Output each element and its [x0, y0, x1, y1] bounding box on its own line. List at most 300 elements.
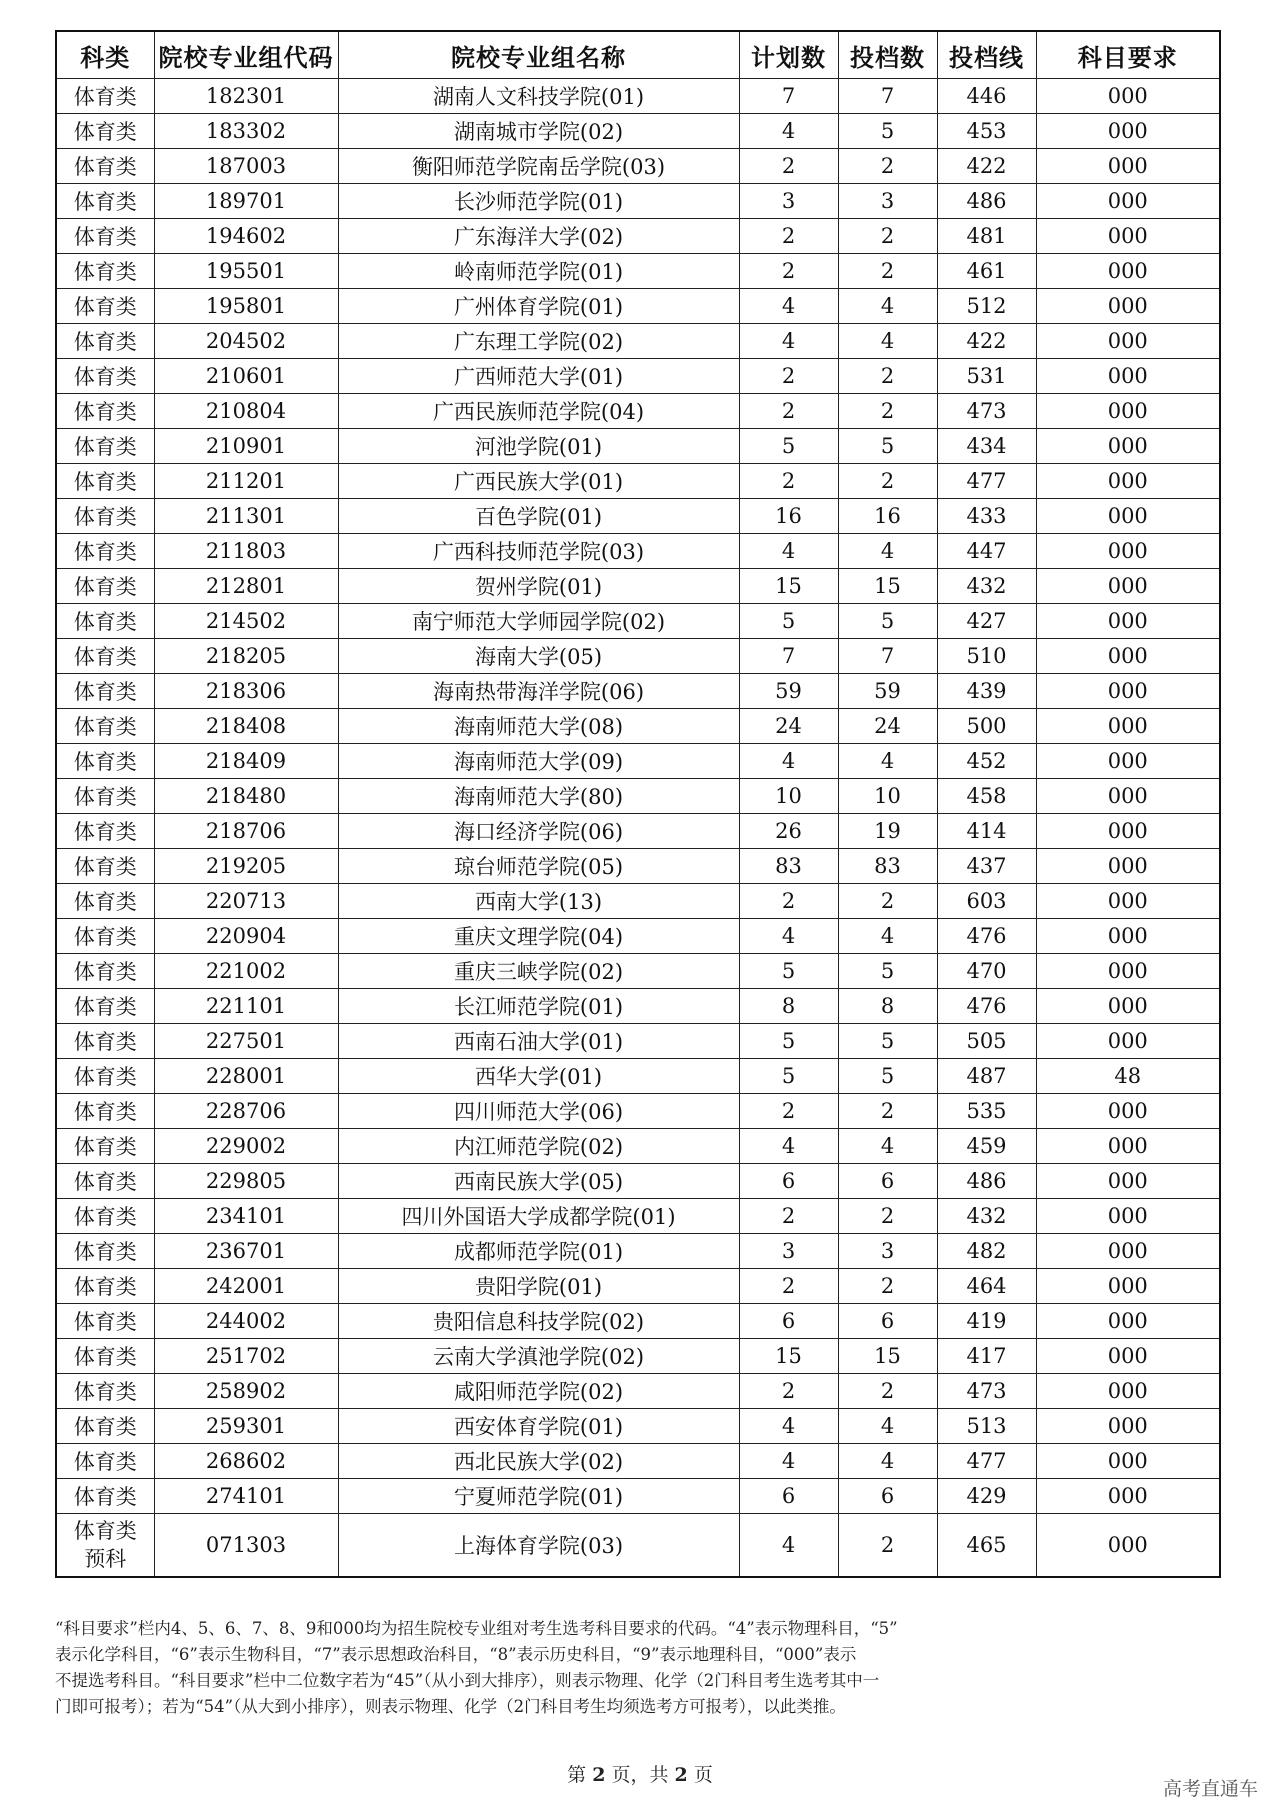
- table-row: [56, 499, 1220, 534]
- cell-group-name: 海南师范大学(80): [338, 779, 739, 814]
- cell-admitted-count: 5: [838, 114, 937, 149]
- cell-group-code: 228001: [154, 1059, 338, 1094]
- cell-group-name: 广西师范大学(01): [338, 359, 739, 394]
- cell-group-code: 210601: [154, 359, 338, 394]
- table-row: [56, 954, 1220, 989]
- cell-cutoff-score: 427: [937, 604, 1036, 639]
- cell-plan-count: 4: [739, 1129, 838, 1164]
- cell-plan-count: 15: [739, 569, 838, 604]
- cell-category: 体育类: [56, 394, 154, 429]
- cell-group-name: 重庆文理学院(04): [338, 919, 739, 954]
- cell-group-name: 广东理工学院(02): [338, 324, 739, 359]
- cell-subject-requirement: 000: [1036, 1409, 1220, 1444]
- cell-subject-requirement: 48: [1036, 1059, 1220, 1094]
- watermark: 高考直通车: [1162, 1778, 1258, 1800]
- cell-admitted-count: 5: [838, 604, 937, 639]
- cell-category: 体育类: [56, 1059, 154, 1094]
- cell-group-code: 210901: [154, 429, 338, 464]
- cell-cutoff-score: 487: [937, 1059, 1036, 1094]
- cell-group-name: 广东海洋大学(02): [338, 219, 739, 254]
- cell-cutoff-score: 429: [937, 1479, 1036, 1514]
- cell-group-name: 贵阳信息科技学院(02): [338, 1304, 739, 1339]
- cell-plan-count: 4: [739, 1514, 838, 1578]
- cell-group-name: 上海体育学院(03): [338, 1514, 739, 1578]
- cell-cutoff-score: 434: [937, 429, 1036, 464]
- cell-plan-count: 2: [739, 219, 838, 254]
- cell-group-code: 194602: [154, 219, 338, 254]
- cell-category: 体育类: [56, 674, 154, 709]
- header-plan-count: 计划数: [739, 31, 838, 79]
- cell-admitted-count: 2: [838, 1269, 937, 1304]
- cell-group-code: 227501: [154, 1024, 338, 1059]
- cell-category: 体育类: [56, 1094, 154, 1129]
- cell-plan-count: 2: [739, 1374, 838, 1409]
- cell-group-code: 229805: [154, 1164, 338, 1199]
- page-middle: 页，共: [605, 1764, 675, 1786]
- cell-category: 体育类: [56, 569, 154, 604]
- cell-group-code: 221002: [154, 954, 338, 989]
- cell-plan-count: 5: [739, 429, 838, 464]
- cell-subject-requirement: 000: [1036, 1514, 1220, 1578]
- cell-admitted-count: 6: [838, 1164, 937, 1199]
- cell-group-name: 海南大学(05): [338, 639, 739, 674]
- cell-cutoff-score: 452: [937, 744, 1036, 779]
- table-row: [56, 1479, 1220, 1514]
- cell-category-line1: 体育类: [73, 1519, 137, 1543]
- cell-admitted-count: 6: [838, 1479, 937, 1514]
- table-row: [56, 289, 1220, 324]
- cell-group-code: 189701: [154, 184, 338, 219]
- cell-group-name: 重庆三峡学院(02): [338, 954, 739, 989]
- cell-group-name: 咸阳师范学院(02): [338, 1374, 739, 1409]
- cell-plan-count: 59: [739, 674, 838, 709]
- cell-cutoff-score: 433: [937, 499, 1036, 534]
- cell-cutoff-score: 419: [937, 1304, 1036, 1339]
- cell-cutoff-score: 453: [937, 114, 1036, 149]
- cell-admitted-count: 2: [838, 1199, 937, 1234]
- header-group-name: 院校专业组名称: [338, 31, 739, 79]
- cell-admitted-count: 4: [838, 919, 937, 954]
- cell-subject-requirement: 000: [1036, 779, 1220, 814]
- cell-group-name: 贵阳学院(01): [338, 1269, 739, 1304]
- cell-category: 体育类: [56, 429, 154, 464]
- cell-plan-count: 4: [739, 744, 838, 779]
- table-row: [56, 114, 1220, 149]
- cell-plan-count: 4: [739, 1409, 838, 1444]
- cell-admitted-count: 5: [838, 954, 937, 989]
- cell-group-code: 242001: [154, 1269, 338, 1304]
- cell-group-name: 内江师范学院(02): [338, 1129, 739, 1164]
- cell-group-code: 218306: [154, 674, 338, 709]
- cell-cutoff-score: 531: [937, 359, 1036, 394]
- cell-group-code: 212801: [154, 569, 338, 604]
- table-row: [56, 534, 1220, 569]
- cell-admitted-count: 2: [838, 359, 937, 394]
- cell-category: 体育类: [56, 289, 154, 324]
- cell-subject-requirement: 000: [1036, 1304, 1220, 1339]
- cell-admitted-count: 4: [838, 1444, 937, 1479]
- table-row: [56, 744, 1220, 779]
- cell-group-name: 西华大学(01): [338, 1059, 739, 1094]
- cell-cutoff-score: 510: [937, 639, 1036, 674]
- cell-subject-requirement: 000: [1036, 289, 1220, 324]
- cell-subject-requirement: 000: [1036, 954, 1220, 989]
- cell-subject-requirement: 000: [1036, 1479, 1220, 1514]
- cell-plan-count: 2: [739, 464, 838, 499]
- cell-plan-count: 6: [739, 1479, 838, 1514]
- cell-group-code: 211803: [154, 534, 338, 569]
- cell-group-code: 274101: [154, 1479, 338, 1514]
- cell-subject-requirement: 000: [1036, 1164, 1220, 1199]
- cell-admitted-count: 7: [838, 79, 937, 114]
- cell-subject-requirement: 000: [1036, 744, 1220, 779]
- cell-cutoff-score: 439: [937, 674, 1036, 709]
- table-row: [56, 884, 1220, 919]
- cell-plan-count: 3: [739, 184, 838, 219]
- cell-subject-requirement: 000: [1036, 114, 1220, 149]
- cell-group-code: 182301: [154, 79, 338, 114]
- cell-admitted-count: 15: [838, 1339, 937, 1374]
- cell-group-code: 220713: [154, 884, 338, 919]
- cell-group-code: 187003: [154, 149, 338, 184]
- cell-category: 体育类: [56, 989, 154, 1024]
- table-row: [56, 919, 1220, 954]
- cell-group-name: 百色学院(01): [338, 499, 739, 534]
- admission-table: [55, 30, 1221, 1578]
- cell-group-code: 258902: [154, 1374, 338, 1409]
- cell-plan-count: 2: [739, 394, 838, 429]
- table-row: [56, 1164, 1220, 1199]
- cell-group-name: 海南师范大学(08): [338, 709, 739, 744]
- cell-plan-count: 2: [739, 1199, 838, 1234]
- cell-admitted-count: 2: [838, 394, 937, 429]
- cell-group-code: 251702: [154, 1339, 338, 1374]
- table-row: [56, 254, 1220, 289]
- cell-category: 体育类: [56, 1269, 154, 1304]
- cell-group-name: 西北民族大学(02): [338, 1444, 739, 1479]
- cell-category: 体育类: [56, 219, 154, 254]
- cell-category: 体育类: [56, 1234, 154, 1269]
- table-row: [56, 324, 1220, 359]
- cell-cutoff-score: 481: [937, 219, 1036, 254]
- cell-category: 体育类: [56, 814, 154, 849]
- table-row: [56, 1409, 1220, 1444]
- table-row: [56, 1269, 1220, 1304]
- cell-group-name: 四川外国语大学成都学院(01): [338, 1199, 739, 1234]
- cell-group-name: 广西民族大学(01): [338, 464, 739, 499]
- cell-admitted-count: 59: [838, 674, 937, 709]
- cell-group-code: 244002: [154, 1304, 338, 1339]
- cell-plan-count: 26: [739, 814, 838, 849]
- cell-plan-count: 2: [739, 359, 838, 394]
- cell-plan-count: 83: [739, 849, 838, 884]
- cell-group-code: 236701: [154, 1234, 338, 1269]
- cell-subject-requirement: 000: [1036, 1444, 1220, 1479]
- cell-group-code: 214502: [154, 604, 338, 639]
- header-subject-requirement: 科目要求: [1036, 31, 1220, 79]
- cell-subject-requirement: 000: [1036, 1024, 1220, 1059]
- cell-plan-count: 4: [739, 114, 838, 149]
- cell-cutoff-score: 477: [937, 464, 1036, 499]
- header-admitted-count: 投档数: [838, 31, 937, 79]
- cell-subject-requirement: 000: [1036, 1269, 1220, 1304]
- cell-cutoff-score: 437: [937, 849, 1036, 884]
- cell-group-name: 湖南人文科技学院(01): [338, 79, 739, 114]
- cell-category: 体育类: [56, 149, 154, 184]
- cell-subject-requirement: 000: [1036, 709, 1220, 744]
- cell-category: 体育类: [56, 1164, 154, 1199]
- cell-admitted-count: 83: [838, 849, 937, 884]
- cell-category: 体育类: [56, 464, 154, 499]
- table-row: [56, 394, 1220, 429]
- table-row: [56, 79, 1220, 114]
- table-row: [56, 674, 1220, 709]
- cell-subject-requirement: 000: [1036, 429, 1220, 464]
- cell-admitted-count: 16: [838, 499, 937, 534]
- cell-subject-requirement: 000: [1036, 1094, 1220, 1129]
- cell-category: 体育类: [56, 1409, 154, 1444]
- cell-subject-requirement: 000: [1036, 534, 1220, 569]
- cell-admitted-count: 2: [838, 149, 937, 184]
- cell-admitted-count: 3: [838, 1234, 937, 1269]
- cell-category: 体育类: [56, 1479, 154, 1514]
- cell-admitted-count: 5: [838, 429, 937, 464]
- table-row: [56, 989, 1220, 1024]
- cell-plan-count: 8: [739, 989, 838, 1024]
- footnote: [55, 1616, 1225, 1720]
- cell-admitted-count: 4: [838, 324, 937, 359]
- cell-group-code: 234101: [154, 1199, 338, 1234]
- cell-admitted-count: 4: [838, 1129, 937, 1164]
- page-current: 2: [592, 1764, 606, 1786]
- cell-group-name: 湖南城市学院(02): [338, 114, 739, 149]
- cell-admitted-count: 4: [838, 289, 937, 324]
- cell-subject-requirement: 000: [1036, 359, 1220, 394]
- cell-admitted-count: 15: [838, 569, 937, 604]
- cell-plan-count: 5: [739, 954, 838, 989]
- cell-admitted-count: 4: [838, 1409, 937, 1444]
- cell-admitted-count: 2: [838, 1094, 937, 1129]
- footnote-line: 门即可报考）；若为“54”（从大到小排序），则表示物理、化学（2门科目考生均须选考方可报考），以此类推。: [55, 1697, 846, 1716]
- cell-plan-count: 5: [739, 604, 838, 639]
- cell-cutoff-score: 470: [937, 954, 1036, 989]
- cell-group-name: 西安体育学院(01): [338, 1409, 739, 1444]
- cell-subject-requirement: 000: [1036, 1339, 1220, 1374]
- cell-group-name: 岭南师范学院(01): [338, 254, 739, 289]
- cell-cutoff-score: 603: [937, 884, 1036, 919]
- cell-plan-count: 6: [739, 1164, 838, 1199]
- cell-group-code: 268602: [154, 1444, 338, 1479]
- cell-cutoff-score: 500: [937, 709, 1036, 744]
- cell-subject-requirement: 000: [1036, 919, 1220, 954]
- cell-subject-requirement: 000: [1036, 569, 1220, 604]
- cell-group-code: 195501: [154, 254, 338, 289]
- cell-subject-requirement: 000: [1036, 219, 1220, 254]
- cell-plan-count: 6: [739, 1304, 838, 1339]
- cell-cutoff-score: 461: [937, 254, 1036, 289]
- cell-cutoff-score: 535: [937, 1094, 1036, 1129]
- cell-cutoff-score: 476: [937, 989, 1036, 1024]
- cell-cutoff-score: 505: [937, 1024, 1036, 1059]
- cell-category: 体育类: [56, 639, 154, 674]
- cell-subject-requirement: 000: [1036, 184, 1220, 219]
- page-prefix: 第: [567, 1764, 593, 1786]
- cell-group-code: 229002: [154, 1129, 338, 1164]
- cell-admitted-count: 6: [838, 1304, 937, 1339]
- cell-group-name: 长江师范学院(01): [338, 989, 739, 1024]
- table-row: [56, 1304, 1220, 1339]
- table-row: [56, 1339, 1220, 1374]
- cell-group-code: 228706: [154, 1094, 338, 1129]
- cell-group-name: 河池学院(01): [338, 429, 739, 464]
- cell-subject-requirement: 000: [1036, 604, 1220, 639]
- cell-group-code: 218480: [154, 779, 338, 814]
- cell-category: 体育类: [56, 1129, 154, 1164]
- cell-subject-requirement: 000: [1036, 149, 1220, 184]
- cell-admitted-count: 4: [838, 534, 937, 569]
- cell-plan-count: 2: [739, 254, 838, 289]
- cell-group-name: 广西科技师范学院(03): [338, 534, 739, 569]
- cell-group-name: 宁夏师范学院(01): [338, 1479, 739, 1514]
- cell-plan-count: 2: [739, 1269, 838, 1304]
- table-row: [56, 814, 1220, 849]
- table-row: [56, 1374, 1220, 1409]
- cell-category-line2: 预科: [84, 1547, 127, 1571]
- cell-subject-requirement: 000: [1036, 639, 1220, 674]
- header-group-code: 院校专业组代码: [154, 31, 338, 79]
- table-row: [56, 149, 1220, 184]
- cell-category: 体育类: [56, 1304, 154, 1339]
- table-row: [56, 604, 1220, 639]
- cell-group-name: 海南师范大学(09): [338, 744, 739, 779]
- cell-group-name: 琼台师范学院(05): [338, 849, 739, 884]
- cell-subject-requirement: 000: [1036, 1199, 1220, 1234]
- cell-group-code: 218205: [154, 639, 338, 674]
- cell-category: 体育类: [56, 954, 154, 989]
- cell-group-code: 195801: [154, 289, 338, 324]
- cell-plan-count: 4: [739, 1444, 838, 1479]
- cell-cutoff-score: 473: [937, 1374, 1036, 1409]
- cell-subject-requirement: 000: [1036, 394, 1220, 429]
- cell-cutoff-score: 464: [937, 1269, 1036, 1304]
- cell-admitted-count: 5: [838, 1059, 937, 1094]
- cell-group-name: 云南大学滇池学院(02): [338, 1339, 739, 1374]
- cell-subject-requirement: 000: [1036, 814, 1220, 849]
- cell-cutoff-score: 486: [937, 184, 1036, 219]
- cell-category: 体育类: [56, 884, 154, 919]
- table-row: [56, 1199, 1220, 1234]
- cell-admitted-count: 24: [838, 709, 937, 744]
- cell-plan-count: 4: [739, 919, 838, 954]
- cell-plan-count: 4: [739, 324, 838, 359]
- cell-admitted-count: 8: [838, 989, 937, 1024]
- cell-category: 体育类: [56, 919, 154, 954]
- cell-admitted-count: 2: [838, 1374, 937, 1409]
- cell-admitted-count: 7: [838, 639, 937, 674]
- cell-cutoff-score: 513: [937, 1409, 1036, 1444]
- cell-subject-requirement: 000: [1036, 849, 1220, 884]
- footnote-line: 表示化学科目，“6”表示生物科目，“7”表示思想政治科目，“8”表示历史科目，“9”表示地理科目，“000”表示: [55, 1645, 857, 1664]
- cell-admitted-count: 10: [838, 779, 937, 814]
- cell-cutoff-score: 465: [937, 1514, 1036, 1578]
- cell-category: 体育类: [56, 114, 154, 149]
- cell-category: 体育类: [56, 849, 154, 884]
- cell-cutoff-score: 482: [937, 1234, 1036, 1269]
- cell-group-code: 218408: [154, 709, 338, 744]
- cell-plan-count: 15: [739, 1339, 838, 1374]
- cell-cutoff-score: 414: [937, 814, 1036, 849]
- cell-admitted-count: 2: [838, 219, 937, 254]
- table-header-row: [56, 31, 1220, 79]
- cell-plan-count: 5: [739, 1024, 838, 1059]
- cell-subject-requirement: 000: [1036, 254, 1220, 289]
- cell-group-name: 西南石油大学(01): [338, 1024, 739, 1059]
- cell-cutoff-score: 473: [937, 394, 1036, 429]
- cell-category: 体育类: [56, 1199, 154, 1234]
- cell-group-code: 221101: [154, 989, 338, 1024]
- footnote-line: “科目要求”栏内4、5、6、7、8、9和000均为招生院校专业组对考生选考科目要求的代码。“4”表示物理科目，“5”: [55, 1619, 898, 1638]
- cell-cutoff-score: 486: [937, 1164, 1036, 1199]
- cell-cutoff-score: 447: [937, 534, 1036, 569]
- cell-group-code: 219205: [154, 849, 338, 884]
- cell-cutoff-score: 432: [937, 1199, 1036, 1234]
- cell-category: 体育类: [56, 79, 154, 114]
- cell-category: 体育类: [56, 709, 154, 744]
- cell-category: 体育类: [56, 534, 154, 569]
- table-row: [56, 1129, 1220, 1164]
- cell-category: [56, 1514, 154, 1578]
- cell-plan-count: 16: [739, 499, 838, 534]
- cell-plan-count: 10: [739, 779, 838, 814]
- cell-cutoff-score: 477: [937, 1444, 1036, 1479]
- cell-category: 体育类: [56, 184, 154, 219]
- cell-group-name: 海口经济学院(06): [338, 814, 739, 849]
- cell-admitted-count: 3: [838, 184, 937, 219]
- cell-group-name: 广州体育学院(01): [338, 289, 739, 324]
- cell-subject-requirement: 000: [1036, 1129, 1220, 1164]
- cell-category: 体育类: [56, 1024, 154, 1059]
- cell-plan-count: 7: [739, 79, 838, 114]
- cell-group-code: 211301: [154, 499, 338, 534]
- cell-category: 体育类: [56, 1374, 154, 1409]
- table-row: [56, 1024, 1220, 1059]
- table-row: [56, 569, 1220, 604]
- cell-cutoff-score: 512: [937, 289, 1036, 324]
- cell-plan-count: 24: [739, 709, 838, 744]
- cell-category: 体育类: [56, 254, 154, 289]
- cell-cutoff-score: 432: [937, 569, 1036, 604]
- cell-plan-count: 7: [739, 639, 838, 674]
- cell-group-code: 218409: [154, 744, 338, 779]
- cell-group-name: 广西民族师范学院(04): [338, 394, 739, 429]
- cell-group-code: 071303: [154, 1514, 338, 1578]
- cell-cutoff-score: 422: [937, 149, 1036, 184]
- table-row: [56, 429, 1220, 464]
- cell-subject-requirement: 000: [1036, 79, 1220, 114]
- table-row: [56, 849, 1220, 884]
- cell-cutoff-score: 417: [937, 1339, 1036, 1374]
- cell-group-name: 成都师范学院(01): [338, 1234, 739, 1269]
- cell-group-code: 183302: [154, 114, 338, 149]
- table-row: [56, 219, 1220, 254]
- page-suffix: 页: [687, 1764, 713, 1786]
- cell-plan-count: 4: [739, 534, 838, 569]
- table-row: [56, 1444, 1220, 1479]
- cell-group-code: 211201: [154, 464, 338, 499]
- cell-cutoff-score: 476: [937, 919, 1036, 954]
- cell-category: 体育类: [56, 324, 154, 359]
- page-total: 2: [674, 1764, 688, 1786]
